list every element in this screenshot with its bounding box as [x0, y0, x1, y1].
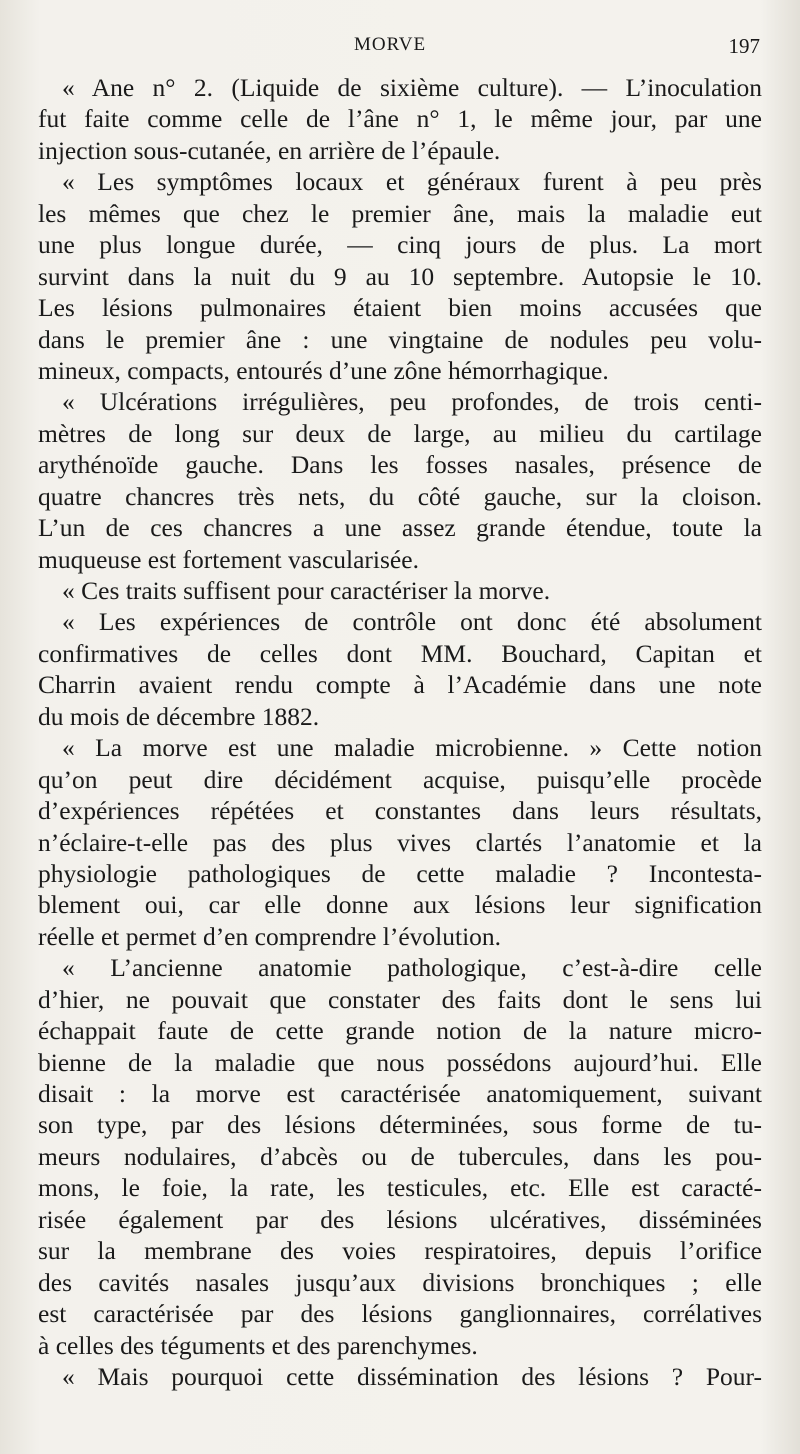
text-line: son type, par des lésions déterminées, sous forme de tu-: [38, 1110, 762, 1140]
text-line: d’expériences répétées et constantes dans leurs résultats,: [38, 796, 762, 826]
text-line: n’éclaire-t-elle pas des plus vives clartés l’anatomie et la: [38, 827, 762, 857]
text-line: disait : la morve est caractérisée anatomiquement, suivant: [38, 1079, 762, 1108]
text-line: « Mais pourquoi cette dissémination des lésions ? Pour-: [62, 1361, 762, 1391]
text-line: « Ces traits suffisent pour caractériser la morve.: [62, 576, 551, 605]
running-title: MORVE: [353, 34, 427, 55]
text-line: les mêmes que chez le premier âne, mais la maladie eut: [38, 198, 762, 228]
text-line: risée également par des lésions ulcératives, disséminées: [38, 1204, 762, 1234]
text-line: quatre chancres très nets, du côté gauche, sur la cloison.: [38, 481, 762, 511]
text-line: est caractérisée par des lésions ganglionnaires, corrélatives: [38, 1299, 762, 1329]
text-line: L’un de ces chancres a une assez grande étendue, toute la: [38, 513, 762, 543]
text-line: muqueuse est fortement vascularisée.: [38, 544, 419, 574]
text-line: sur la membrane des voies respiratoires, depuis l’orifice: [38, 1236, 762, 1266]
text-line: survint dans la nuit du 9 au 10 septembre. Autopsie le 10.: [38, 261, 762, 291]
text-line: physiologie pathologiques de cette maladie ? Incontesta-: [38, 858, 762, 888]
text-line: « Ane n° 2. (Liquide de sixième culture). — L’inoculation: [62, 73, 762, 102]
text-line: injection sous-cutanée, en arrière de l’épaule.: [38, 135, 501, 165]
text-line: bienne de la maladie que nous possédons aujourd’hui. Elle: [38, 1047, 762, 1077]
text-line: « La morve est une maladie microbienne. » Cette notion: [62, 733, 762, 763]
text-line: à celles des téguments et des parenchymes.: [38, 1330, 478, 1360]
text-line: mètres de long sur deux de large, au milieu du cartilage: [38, 418, 762, 448]
text-line: du mois de décembre 1882.: [38, 701, 320, 731]
text-line: qu’on peut dire décidément acquise, puisqu’elle procède: [38, 764, 762, 794]
text-line: Les lésions pulmonaires étaient bien moins accusées que: [38, 293, 762, 323]
text-line: « L’ancienne anatomie pathologique, c’est-à-dire celle: [62, 953, 762, 983]
page-number: 197: [728, 34, 760, 58]
text-line: fut faite comme celle de l’âne n° 1, le même jour, par une: [38, 104, 762, 134]
text-line: mons, le foie, la rate, les testicules, etc. Elle est caracté-: [38, 1173, 762, 1203]
text-line: « Ulcérations irrégulières, peu profondes, de trois centi-: [62, 387, 762, 417]
text-line: dans le premier âne : une vingtaine de nodules peu volu-: [38, 324, 762, 354]
text-line: échappait faute de cette grande notion de la nature micro-: [38, 1016, 762, 1046]
text-line: blement oui, car elle donne aux lésions leur signification: [38, 890, 762, 920]
text-line: mineux, compacts, entourés d’une zône hémorrhagique.: [38, 355, 609, 385]
text-line: des cavités nasales jusqu’aux divisions bronchiques ; elle: [38, 1267, 762, 1297]
text-line: arythénoïde gauche. Dans les fosses nasales, présence de: [38, 450, 762, 480]
text-line: une plus longue durée, — cinq jours de plus. La mort: [38, 230, 762, 260]
text-line: Charrin avaient rendu compte à l’Académie dans une note: [38, 670, 762, 700]
text-line: d’hier, ne pouvait que constater des faits dont le sens lui: [38, 984, 762, 1014]
text-line: meurs nodulaires, d’abcès ou de tubercules, dans les pou-: [38, 1141, 762, 1171]
text-line: « Les symptômes locaux et généraux furent à peu près: [62, 167, 762, 197]
page-header: [0, 34, 800, 60]
body-text: [38, 72, 762, 1392]
text-line: « Les expériences de contrôle ont donc été absolument: [62, 607, 762, 637]
text-line: réelle et permet d’en comprendre l’évolution.: [38, 921, 502, 951]
text-line: confirmatives de celles dont MM. Bouchard, Capitan et: [38, 638, 762, 668]
